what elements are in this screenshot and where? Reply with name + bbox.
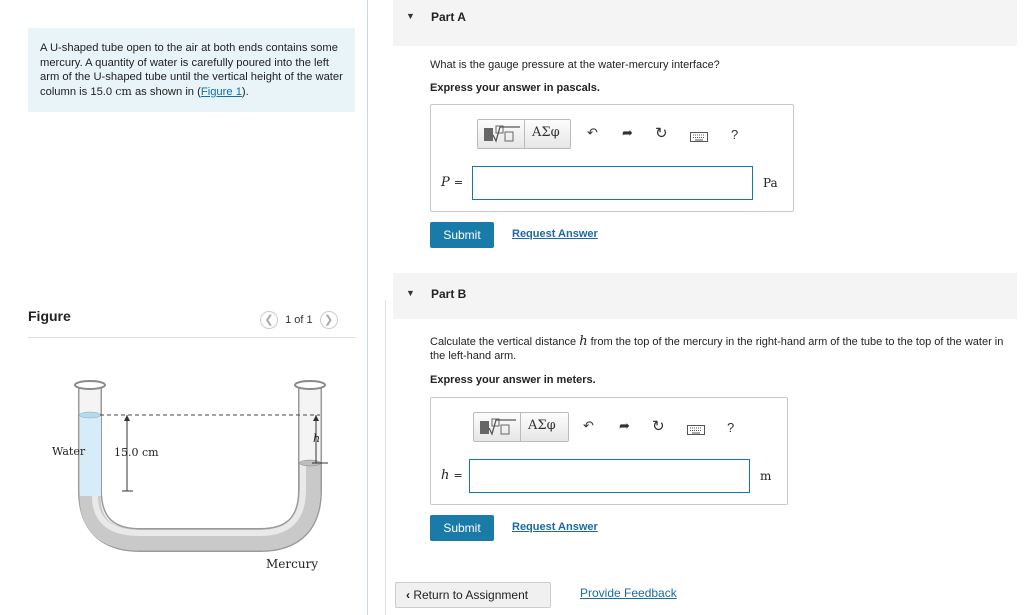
part-a-variable: P = xyxy=(441,175,464,190)
return-to-assignment-button[interactable] xyxy=(395,582,551,608)
part-a-title: Part A xyxy=(431,10,466,24)
intro-text: A U-shaped tube open to the air at both ends contains some mercury. A quantity of water is carefully poured into the left arm of the U-shaped tube until the vertical height of the water column is 15.0 xyxy=(40,42,343,98)
part-b-math-group xyxy=(473,412,569,442)
part-a-express: Express your answer in pascals. xyxy=(430,82,600,94)
problem-intro xyxy=(28,28,355,112)
figure-link[interactable]: Figure 1 xyxy=(200,85,242,98)
part-a-answer-input[interactable] xyxy=(472,166,753,200)
figure-pager xyxy=(260,311,338,329)
keyboard-icon[interactable] xyxy=(690,132,708,142)
next-figure-button[interactable]: ❯ xyxy=(320,311,338,329)
provide-feedback-link[interactable]: Provide Feedback xyxy=(580,586,677,600)
label-h: h xyxy=(313,432,321,445)
mercury-highlight xyxy=(95,463,303,533)
intro-text-end: ). xyxy=(241,85,249,98)
part-b-variable: h = xyxy=(441,468,463,483)
pager-text: 1 of 1 xyxy=(285,313,313,326)
part-b-caret-icon[interactable]: ▼ xyxy=(406,288,415,298)
part-a-request-answer-link[interactable]: Request Answer xyxy=(512,228,598,240)
intro-text-mid: as shown in ( xyxy=(131,85,201,98)
redo-icon[interactable]: ➦ xyxy=(619,418,630,433)
part-b-submit-button[interactable]: Submit xyxy=(430,515,494,541)
part-b-question: Calculate the vertical distance h from the top of the mercury in the right-hand arm of the tube to the top of the water in the left-hand arm. xyxy=(430,334,1004,362)
label-height: 15.0 cm xyxy=(114,446,159,459)
greek-symbols-button[interactable]: ΑΣφ xyxy=(528,418,556,433)
u-tube-outer xyxy=(90,385,310,540)
part-a-unit: Pa xyxy=(763,176,778,190)
part-a-header[interactable] xyxy=(393,0,1017,46)
part-a-question: What is the gauge pressure at the water-mercury interface? xyxy=(430,59,720,71)
part-b-answer-box xyxy=(430,397,788,505)
part-a-answer-box xyxy=(430,104,794,212)
keyboard-icon[interactable] xyxy=(687,425,705,435)
u-tube-inner xyxy=(90,385,310,540)
figure-rule xyxy=(28,337,355,338)
panel-divider xyxy=(367,0,368,615)
reset-icon[interactable]: ↻ xyxy=(655,125,668,142)
label-mercury: Mercury xyxy=(266,557,319,571)
part-b-unit: m xyxy=(760,469,772,483)
intro-unit: cm xyxy=(115,84,132,98)
part-b-answer-input[interactable] xyxy=(469,459,750,493)
part-a-submit-button[interactable]: Submit xyxy=(430,222,494,248)
undo-icon[interactable]: ↶ xyxy=(583,418,594,433)
part-a-math-group xyxy=(477,119,571,149)
chevron-left-icon: ‹ xyxy=(406,588,410,602)
templates-button[interactable] xyxy=(474,413,521,441)
templates-icon xyxy=(474,413,520,441)
greek-symbols-button[interactable]: ΑΣφ xyxy=(532,125,560,140)
prev-figure-button[interactable]: ❮ xyxy=(260,311,278,329)
templates-button[interactable] xyxy=(478,120,525,148)
part-b-header[interactable] xyxy=(393,273,1017,319)
redo-icon[interactable]: ➦ xyxy=(622,125,633,140)
label-water: Water xyxy=(52,445,86,458)
help-button[interactable]: ? xyxy=(727,420,735,435)
figure-title: Figure xyxy=(28,308,71,324)
reset-icon[interactable]: ↻ xyxy=(652,418,665,435)
undo-icon[interactable]: ↶ xyxy=(587,125,598,140)
part-b-request-answer-link[interactable]: Request Answer xyxy=(512,521,598,533)
help-button[interactable]: ? xyxy=(731,127,739,142)
part-divider xyxy=(385,300,386,615)
part-b-title: Part B xyxy=(431,287,467,301)
part-a-caret-icon[interactable]: ▼ xyxy=(406,11,415,21)
u-tube-figure xyxy=(40,370,360,580)
return-label: Return to Assignment xyxy=(413,588,529,602)
part-b-express: Express your answer in meters. xyxy=(430,374,596,386)
templates-icon xyxy=(478,120,524,148)
